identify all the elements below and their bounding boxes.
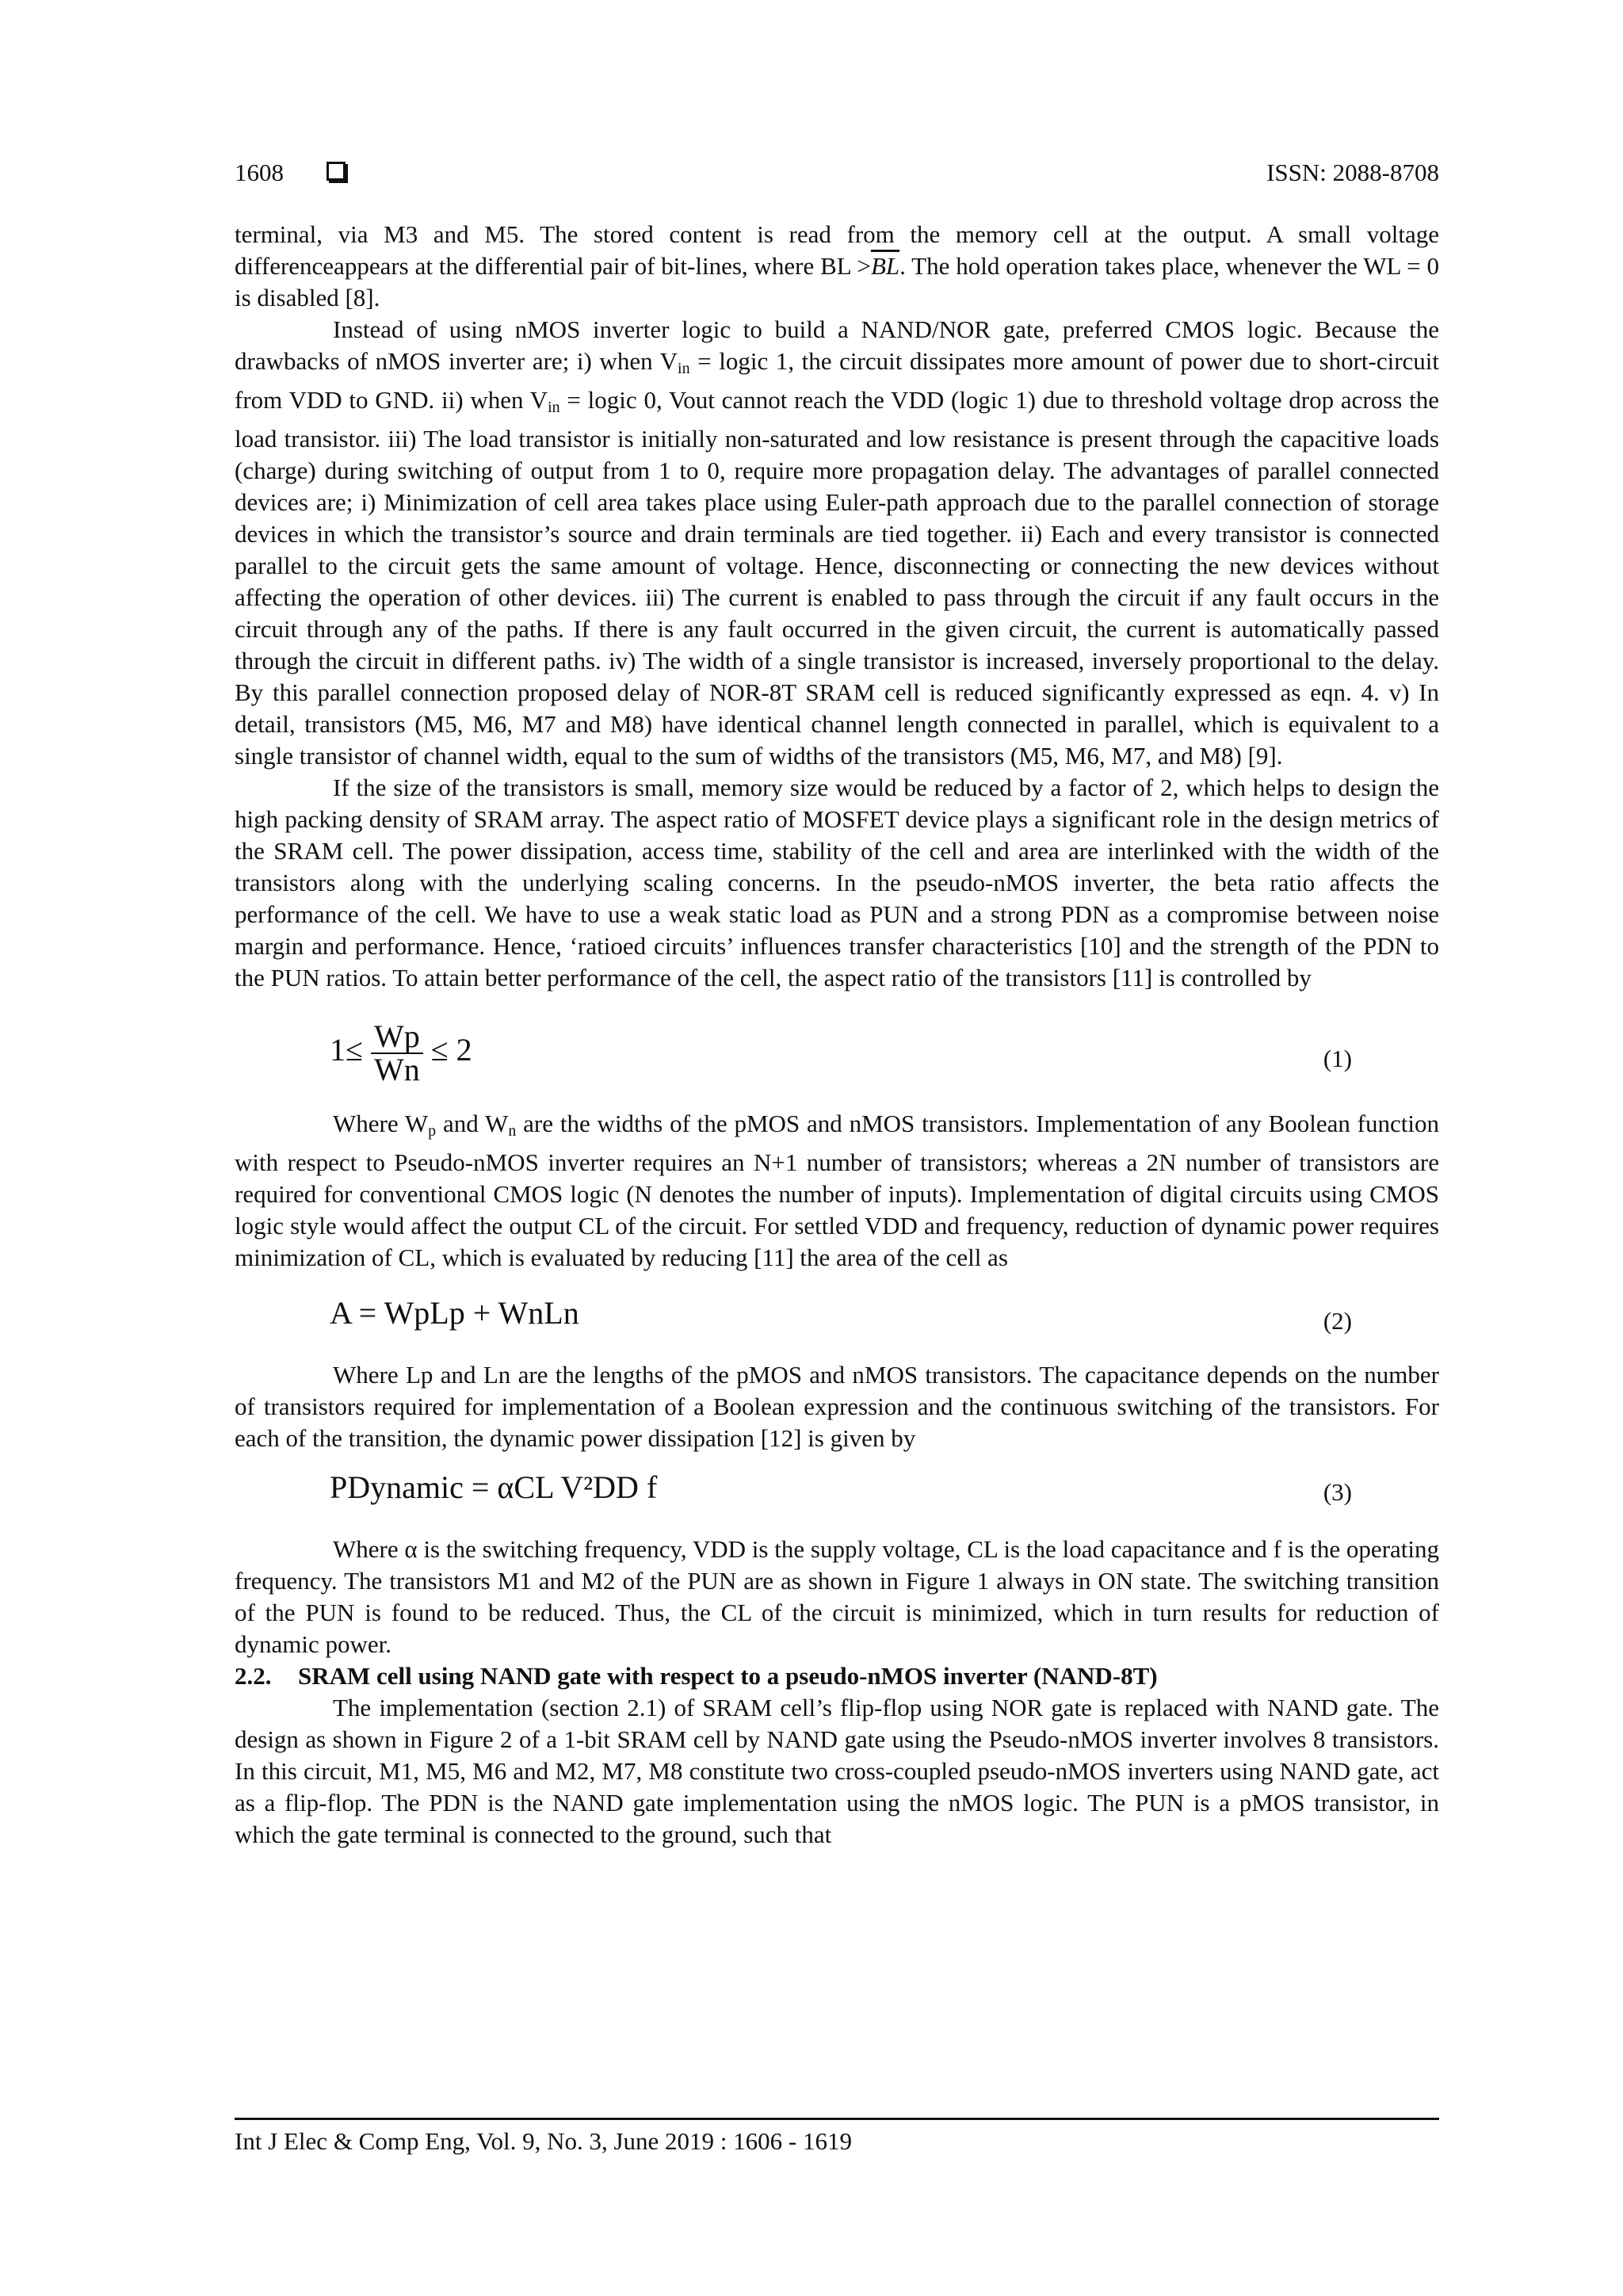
equation-3: PDynamic = αCL V²DD f (3) (235, 1454, 1439, 1534)
paragraph-3: If the size of the transistors is small, memory size would be reduced by a factor of 2, which helps to design the high packing density of SRAM array. The aspect ratio of MOSFET device plays a significant role in the design metrics of the SRAM cell. The power dissipation, access time, stability of the cell and area are interlinked with the width of the transistors along with the underlying scaling concerns. In the pseudo-nMOS inverter, the beta ratio affects the performance of the cell. We have to use a weak static load as PUN and a strong PDN as a compromise between noise margin and performance. Hence, ‘ratioed circuits’ influences transfer characteristics [10] and the strength of the PDN to the PUN ratios. To attain better performance of the cell, the aspect ratio of the transistors [11] is controlled by (235, 774, 1439, 991)
equation-1-label: (1) (1323, 1045, 1352, 1072)
fraction: $\frac{Wp}{Wn}$ (371, 1021, 423, 1086)
page-body (235, 219, 1439, 1851)
bl-bar: $\overline{BL}$ (870, 252, 900, 280)
section-heading: 2.2. SRAM cell using NAND gate with respect to a pseudo-nMOS inverter (NAND-8T) (235, 1662, 1158, 1690)
footer-citation: Int J Elec & Comp Eng, Vol. 9, No. 3, June 2019 : 1606 - 1619 (235, 2127, 852, 2155)
equation-3-label: (3) (1323, 1478, 1352, 1506)
paragraph-2: Instead of using nMOS inverter logic to build a NAND/NOR gate, preferred CMOS logic. Because the drawbacks of nMOS inverter are; i) when $V_{in}$ = logic 1, the circuit dissipates more amount of power due to short-circuit from VDD to GND. ii) when $V_{in}$ = logic 0, Vout cannot reach the VDD (logic 1) due to threshold voltage drop across the load transistor. iii) The load transistor is initially non-saturated and low resistance is present through the capacitive loads (charge) during switching of output from 1 to 0, require more propagation delay. The advantages of parallel connected devices are; i) Minimization of cell area takes place using Euler-path approach due to the parallel connection of storage devices in which the transistor’s source and drain terminals are tied together. ii) Each and every transistor is connected parallel to the circuit gets the same amount of voltage. Hence, disconnecting or connecting the new devices without affecting the operation of other devices. iii) The current is enabled to pass through the circuit if any fault occurs in the circuit through any of the paths. If there is any fault occurred in the given circuit, the current is automatically passed through the circuit in different paths. iv) The width of a single transistor is increased, inversely proportional to the delay. By this parallel connection proposed delay of NOR-8T SRAM cell is reduced significantly expressed as eqn. 4. v) In detail, transistors (M5, M6, M7 and M8) have identical channel length connected in parallel, which is equivalent to a single transistor of channel width, equal to the sum of widths of the transistors (M5, M6, M7, and M8) [9]. (235, 315, 1440, 770)
equation-1: 1≤ $\frac{Wp}{Wn}$ ≤ 2 (1) (330, 1018, 1352, 1087)
page-number: 1608 (235, 159, 284, 186)
equation-2: A = WpLp + WnLn (2) (235, 1274, 1439, 1359)
paragraph-7: The implementation (section 2.1) of SRAM cell’s flip-flop using NOR gate is replaced with NAND gate. The design as shown in Figure 2 of a 1-bit SRAM cell by NAND gate using the Pseudo-nMOS inverter involves 8 transistors. In this circuit, M1, M5, M6 and M2, M7, M8 constitute two cross-coupled pseudo-nMOS inverters using NAND gate, act as a flip-flop. The PDN is the NAND gate implementation using the nMOS logic. The PUN is a pMOS transistor, in which the gate terminal is connected to the ground, such that (235, 1694, 1439, 1848)
paragraph-4: Where $W_p$ and $W_n$ are the widths of the pMOS and nMOS transistors. Implementation of any Boolean function with respect to Pseudo-nMOS inverter requires an N+1 number of transistors; whereas a 2N number of transistors are required for conventional CMOS logic (N denotes the number of inputs). Implementation of digital circuits using CMOS logic style would affect the output CL of the circuit. For settled VDD and frequency, reduction of dynamic power requires minimization of CL, which is evaluated by reducing [11] the area of the cell as (235, 1110, 1439, 1271)
checkbox-square-icon (327, 162, 346, 181)
issn-label: ISSN: 2088-8708 (1266, 159, 1439, 186)
footer-rule (235, 2118, 1439, 2120)
page-header (235, 155, 1439, 190)
equation-2-label: (2) (1323, 1307, 1352, 1335)
paragraph-1: terminal, via M3 and M5. The stored content is read from the memory cell at the output. A small voltage differenceappears at the differential pair of bit-lines, where BL $>\overline{BL}$. The hold operation takes place, whenever the WL = 0 is disabled [8]. (235, 220, 1439, 311)
paragraph-6: Where α is the switching frequency, VDD is the supply voltage, CL is the load capacitance and f is the operating frequency. The transistors M1 and M2 of the PUN are as shown in Figure 1 always in ON state. The switching transition of the PUN is found to be reduced. Thus, the CL of the circuit is minimized, which in turn results for reduction of dynamic power. (235, 1535, 1439, 1658)
paragraph-5: Where Lp and Ln are the lengths of the pMOS and nMOS transistors. The capacitance depends on the number of transistors required for implementation of a Boolean expression and the continuous switching of the transistors. For each of the transition, the dynamic power dissipation [12] is given by (235, 1361, 1439, 1452)
